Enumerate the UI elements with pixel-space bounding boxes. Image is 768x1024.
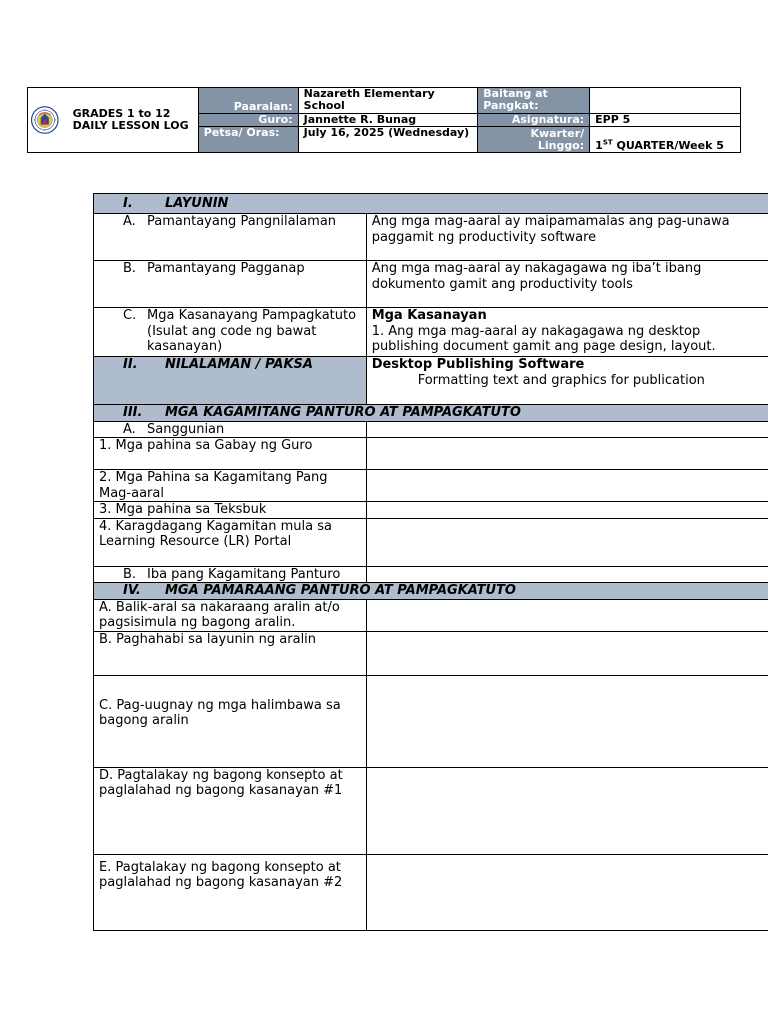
performance-standard-label: B. Pamantayang Pagganap	[94, 261, 367, 308]
section-layunin: I. LAYUNIN	[94, 194, 768, 214]
teacher-guide-pages: 1. Mga pahina sa Gabay ng Guro	[94, 438, 367, 470]
procedure-c: C. Pag-uugnay ng mga halimbawa sa bagong aralin	[94, 675, 367, 767]
content-topic: Desktop Publishing Software Formatting text and graphics for publication	[366, 357, 768, 405]
section-pamaraan: IV. MGA PAMARAANG PANTURO AT PAMPAGKATUTO	[94, 583, 768, 600]
section-nilalaman: II. NILALAMAN / PAKSA	[94, 357, 367, 405]
procedure-c-value	[366, 675, 768, 767]
learner-material-pages: 2. Mga Pahina sa Kagamitang Pang Mag-aaral	[94, 470, 367, 502]
school-value: Nazareth Elementary School	[298, 88, 478, 114]
procedure-e-value	[366, 854, 768, 930]
references-label: A. Sanggunian	[94, 421, 367, 438]
procedure-a: A. Balik-aral sa nakaraang aralin at/o pagsisimula ng bagong aralin.	[94, 599, 367, 631]
section-kagamitan: III. MGA KAGAMITANG PANTURO AT PAMPAGKATUTO	[94, 405, 768, 422]
textbook-pages: 3. Mga pahina sa Teksbuk	[94, 502, 367, 519]
procedure-b: B. Paghahabi sa layunin ng aralin	[94, 631, 367, 675]
learner-material-value	[366, 470, 768, 502]
teacher-label: Guro:	[198, 114, 298, 127]
deped-seal-icon	[31, 96, 59, 144]
other-materials-value	[366, 566, 768, 583]
textbook-value	[366, 502, 768, 519]
lesson-log-title: GRADES 1 to 12 DAILY LESSON LOG	[72, 107, 189, 132]
procedure-d: D. Pagtalakay ng bagong konsepto at paglalahad ng bagong kasanayan #1	[94, 767, 367, 854]
lr-portal-value	[366, 518, 768, 566]
school-label: Paaralan:	[198, 88, 298, 114]
subject-label: Asignatura:	[478, 114, 590, 127]
content-standard-value: Ang mga mag-aaral ay maipamamalas ang pag-unawa paggamit ng productivity software	[366, 214, 768, 261]
quarter-value: 1ST QUARTER/Week 5	[590, 127, 741, 153]
logo-title-cell	[28, 88, 199, 153]
procedure-a-value	[366, 599, 768, 631]
teacher-value: Jannette R. Bunag	[298, 114, 478, 127]
content-standard-label: A. Pamantayang Pangnilalaman	[94, 214, 367, 261]
other-materials-label: B. Iba pang Kagamitang Panturo	[94, 566, 367, 583]
quarter-label: Kwarter/ Linggo:	[478, 127, 590, 153]
header-table	[27, 87, 741, 153]
references-value	[366, 421, 768, 438]
lesson-table	[93, 193, 768, 931]
competencies-label: C. Mga Kasanayang Pampagkatuto (Isulat ang code ng bawat kasanayan)	[94, 308, 367, 357]
grade-value	[590, 88, 741, 114]
date-value: July 16, 2025 (Wednesday)	[298, 127, 478, 153]
procedure-e: E. Pagtalakay ng bagong konsepto at paglalahad ng bagong kasanayan #2	[94, 854, 367, 930]
procedure-b-value	[366, 631, 768, 675]
performance-standard-value: Ang mga mag-aaral ay nakagagawa ng iba’t ibang dokumento gamit ang productivity tools	[366, 261, 768, 308]
procedure-d-value	[366, 767, 768, 854]
lr-portal-materials: 4. Karagdagang Kagamitan mula sa Learning Resource (LR) Portal	[94, 518, 367, 566]
competencies-value: Mga Kasanayan 1. Ang mga mag-aaral ay nakagagawa ng desktop publishing document gamit ang page design, layout.	[366, 308, 768, 357]
date-label: Petsa/ Oras:	[198, 127, 298, 153]
grade-label: Baitang at Pangkat:	[478, 88, 590, 114]
teacher-guide-value	[366, 438, 768, 470]
subject-value: EPP 5	[590, 114, 741, 127]
